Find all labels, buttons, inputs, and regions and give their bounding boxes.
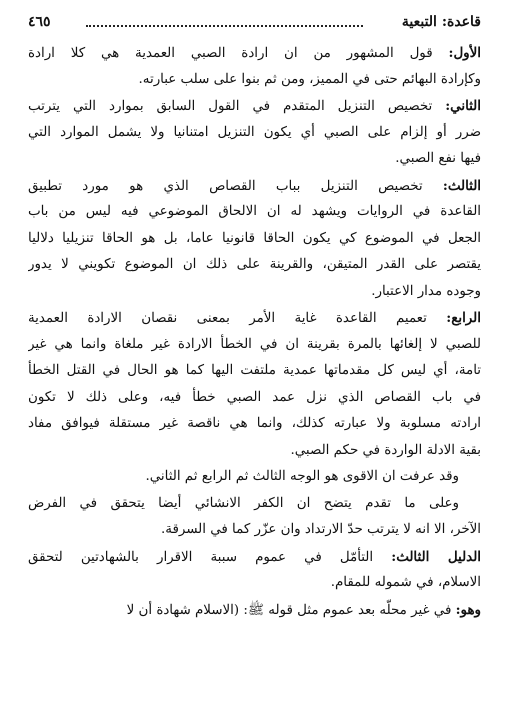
- line-text: وكإرادة البهائم حتى في المميز، ومن ثم بنوا على سلب عبارته.: [138, 71, 481, 87]
- line-text: في باب القصاص الذي نزل عمد الصبي خطأ فيه، وعلى ذلك لا تكون: [28, 389, 481, 405]
- line-text: ضرر أو إلزام على الصبي أي يكون التنزيل امتنانيا ولا يشمل الموارد التي: [28, 124, 481, 140]
- paragraph: [28, 491, 481, 544]
- text-line: [28, 226, 481, 253]
- line-text: للصبي لا إلغائها بالمرة بقرينة ان في الخطأ الارادة غير ملغاة وانما هي غير: [28, 336, 481, 352]
- section-label: الرابع:: [446, 310, 481, 326]
- line-text: فيها نفع الصبي.: [395, 151, 481, 166]
- text-line: [28, 173, 481, 200]
- text-line: [28, 464, 481, 491]
- line-text: يقتصر على القدر المتيقن، والقرينة على ذلك ان الموضوع تكويني لا يدور: [28, 257, 481, 272]
- text-line: [28, 67, 481, 94]
- text-line: [28, 438, 481, 465]
- paragraph: [28, 544, 481, 597]
- text-line: [28, 279, 481, 306]
- line-text: وقد عرفت ان الاقوى هو الوجه الثالث ثم الرابع ثم الثاني.: [145, 469, 459, 484]
- text-line: [28, 517, 481, 544]
- line-text: ارادته مسلوبة ولا عبارته كذلك، وانما هي ناقصة غير مستقلة فيوافق مفاد: [28, 416, 481, 431]
- page-number: ٤٦٥: [28, 14, 51, 30]
- line-text: بقية الادلة الواردة في حكم الصبي.: [290, 442, 481, 458]
- line-text: الجعل في الموضوع كي يكون الحاقا قانونيا عاما، بل هو الحاقا تنزيليا دلاليا: [28, 230, 481, 246]
- text-line: [28, 570, 481, 597]
- page-body: [28, 40, 481, 623]
- text-line: [28, 332, 481, 359]
- paragraph: [28, 305, 481, 464]
- page-header: [28, 12, 481, 32]
- section-label: الثاني:: [445, 98, 481, 114]
- section-label: الثالث:: [442, 177, 481, 194]
- running-title: قاعدة: التبعية: [401, 14, 481, 30]
- line-text: وعلى ما تقدم يتضح ان الكفر الانشائي أيضا يتحقق في الفرض: [28, 495, 459, 511]
- text-line: [28, 358, 481, 385]
- text-line: [28, 597, 481, 624]
- text-line: [28, 411, 481, 438]
- text-line: [28, 305, 481, 332]
- section-label: الدليل الثالث:: [391, 548, 481, 565]
- text-line: [28, 385, 481, 412]
- line-text: الآخر، الا انه لا يترتب حدّ الارتداد وان عزّر كما في السرقة.: [161, 522, 481, 537]
- line-text: تخصيص التنزيل المتقدم في القول السابق بموارد التي يترتب: [28, 99, 446, 114]
- paragraph: [28, 40, 481, 93]
- text-line: [28, 146, 481, 173]
- line-text: في غير محلّه بعد عموم مثل قوله ﷺ: (الاسلام شهادة أن لا: [126, 602, 456, 618]
- paragraph: [28, 597, 481, 624]
- text-line: [28, 120, 481, 147]
- line-text: وجوده مدار الاعتبار.: [371, 283, 481, 299]
- text-line: [28, 252, 481, 279]
- text-line: [28, 491, 481, 518]
- text-line: [28, 199, 481, 226]
- header-dotted-leader: [86, 25, 363, 27]
- text-line: [28, 40, 481, 67]
- line-text: قول المشهور من ان ارادة الصبي العمدية هي كلا ارادة: [28, 46, 449, 61]
- line-text: الاسلام، في شموله للمقام.: [330, 575, 481, 590]
- text-line: [28, 93, 481, 120]
- paragraph: [28, 173, 481, 306]
- line-text: القاعدة في الروايات ويشهد له ان الالحاق الموضوعي فيه ليس من باب: [28, 204, 481, 219]
- paragraph: [28, 464, 481, 491]
- line-text: تعميم القاعدة غاية الأمر بمعنى نقصان الارادة العمدية: [28, 311, 447, 326]
- section-label: وهو:: [455, 601, 481, 618]
- text-line: [28, 544, 481, 571]
- line-text: تخصيص التنزيل بباب القصاص الذي هو مورد تطبيق: [28, 178, 443, 194]
- paragraph: [28, 93, 481, 173]
- line-text: تامة، أي ليس كل مقدماتها عمدية ملتفت اليها كما هو الحال في القتل الخطأ: [28, 363, 481, 378]
- line-text: التأمّل في عموم سببة الاقرار بالشهادتين لتحقق: [28, 549, 392, 565]
- section-label: الأول:: [448, 45, 481, 61]
